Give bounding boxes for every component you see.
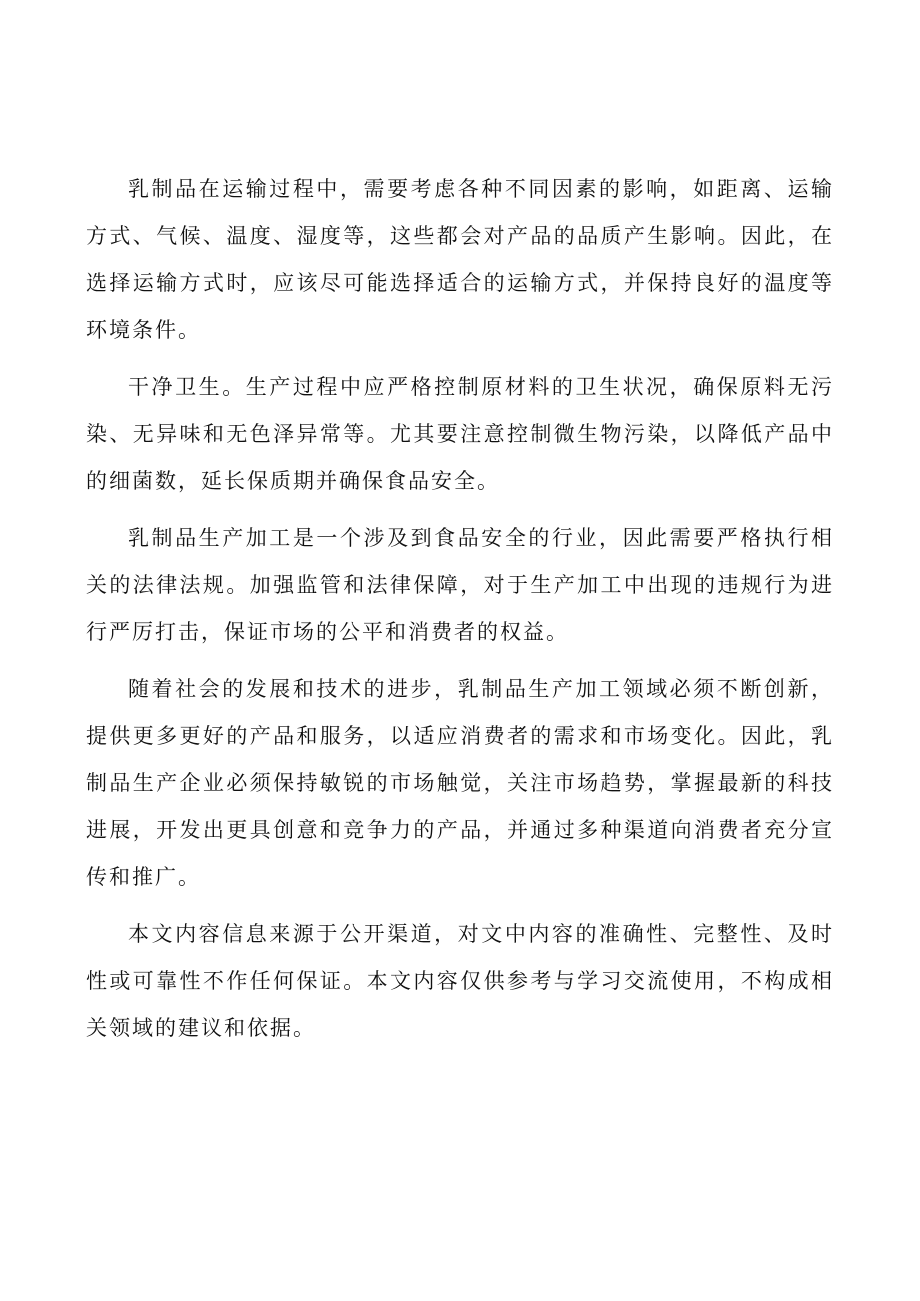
paragraph-transport: 乳制品在运输过程中，需要考虑各种不同因素的影响，如距离、运输方式、气候、温度、湿度等，这些都会对产品的品质产生影响。因此，在选择运输方式时，应该尽可能选择适合的运输方式，并保持良好的温度等环境条件。	[86, 177, 834, 342]
paragraph-disclaimer: 本文内容信息来源于公开渠道，对文中内容的准确性、完整性、及时性或可靠性不作任何保证。本文内容仅供参考与学习交流使用，不构成相关领域的建议和依据。	[86, 922, 834, 1040]
paragraph-regulation: 乳制品生产加工是一个涉及到食品安全的行业，因此需要严格执行相关的法律法规。加强监管和法律保障，对于生产加工中出现的违规行为进行严厉打击，保证市场的公平和消费者的权益。	[86, 526, 834, 644]
paragraph-innovation: 随着社会的发展和技术的进步，乳制品生产加工领域必须不断创新，提供更多更好的产品和服务，以适应消费者的需求和市场变化。因此，乳制品生产企业必须保持敏锐的市场触觉，关注市场趋势，掌握最新的科技进展，开发出更具创意和竞争力的产品，并通过多种渠道向消费者充分宣传和推广。	[86, 677, 834, 889]
paragraph-hygiene: 干净卫生。生产过程中应严格控制原材料的卫生状况，确保原料无污染、无异味和无色泽异常等。尤其要注意控制微生物污染，以降低产品中的细菌数，延长保质期并确保食品安全。	[86, 375, 834, 493]
document-body	[86, 166, 834, 1062]
